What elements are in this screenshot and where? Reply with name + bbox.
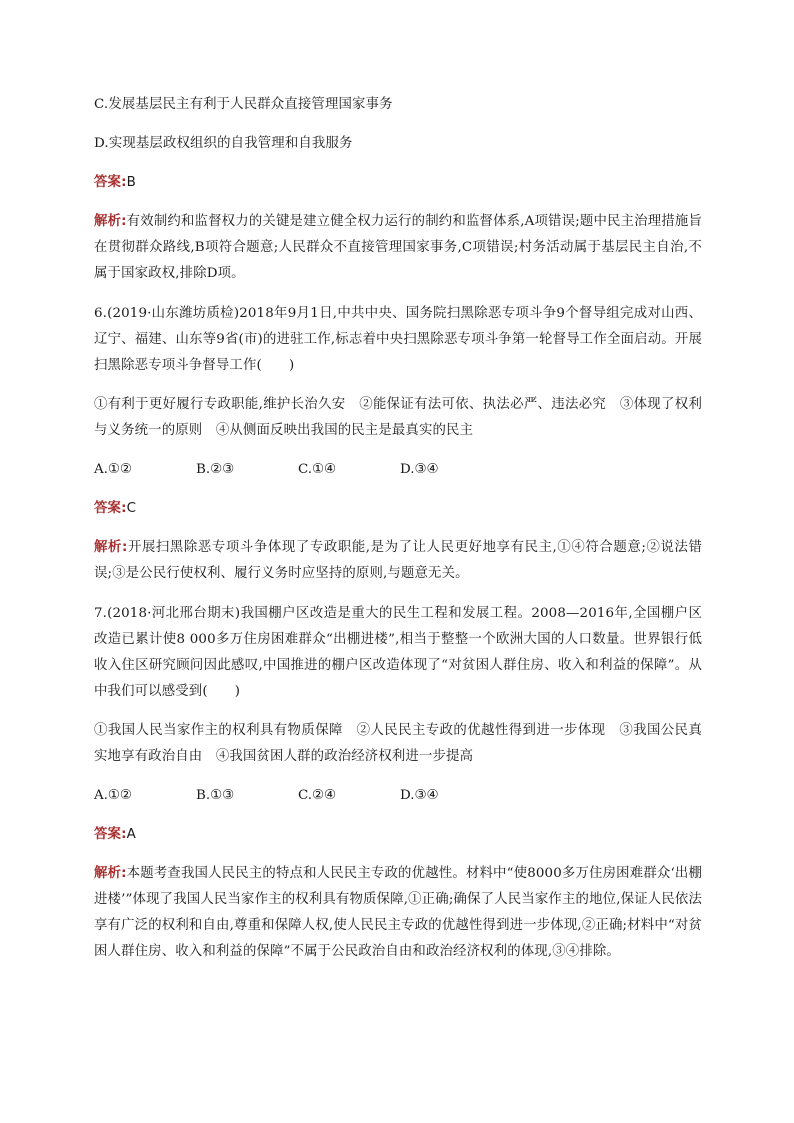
answer-label: 答案: — [94, 501, 127, 516]
q6-analysis — [94, 535, 702, 587]
q7-analysis — [94, 861, 702, 965]
answer-value: A — [126, 827, 136, 842]
option-d: D.③④ — [400, 788, 439, 803]
option-d: D.③④ — [400, 462, 439, 477]
q6-stem: 6.(2019·山东潍坊质检)2018年9月1日,中共中央、国务院扫黑除恶专项斗争9个督导组完成对山西、辽宁、福建、山东等9省(市)的进驻工作,标志着中央扫黑除恶专项斗争第一轮督导工作全面启动。开展扫黑除恶专项斗争督导工作( ) — [94, 306, 702, 373]
q6-answer — [94, 496, 702, 522]
q7-options — [94, 783, 702, 809]
analysis-label: 解析: — [94, 214, 127, 229]
answer-label: 答案: — [94, 827, 127, 842]
option-a: A.①② — [94, 462, 132, 477]
analysis-text: 有效制约和监督权力的关键是建立健全权力运行的制约和监督体系,A项错误;题中民主治理措施旨在贯彻群众路线,B项符合题意;人民群众不直接管理国家事务,C项错误;村务活动属于基层民主自治,不属于国家政权,排除D项。 — [94, 214, 702, 281]
q5-analysis — [94, 209, 702, 287]
analysis-label: 解析: — [94, 540, 128, 555]
option-b: B.②③ — [196, 462, 235, 477]
q7-stem: 7.(2018·河北邢台期末)我国棚户区改造是重大的民生工程和发展工程。2008—2016年,全国棚户区改造已累计使8 000多万住房困难群众“出棚进楼”,相当于整整一个欧洲大国的人口数量。世界银行低收入住区研究顾问因此感叹,中国推进的棚户区改造体现了“对贫困人群住房、收入和利益的保障”。从中我们可以感受到( ) — [94, 606, 702, 699]
answer-value: C — [126, 501, 137, 516]
option-b: B.①③ — [196, 788, 235, 803]
q6-statements: ①有利于更好履行专政职能,维护长治久安 ②能保证有法可依、执法必严、违法必究 ③体现了权利与义务统一的原则 ④从侧面反映出我国的民主是最真实的民主 — [94, 397, 702, 438]
q5-answer — [94, 170, 702, 196]
answer-value: B — [126, 175, 136, 190]
analysis-text: 开展扫黑除恶专项斗争体现了专政职能,是为了让人民更好地享有民主,①④符合题意;②说法错误;③是公民行使权利、履行义务时应坚持的原则,与题意无关。 — [94, 540, 702, 581]
option-c: C.发展基层民主有利于人民群众直接管理国家事务 — [94, 97, 393, 112]
analysis-text: 本题考查我国人民民主的特点和人民民主专政的优越性。材料中“使8000多万住房困难群众‘出棚进楼’”体现了我国人民当家作主的权利具有物质保障,①正确;确保了人民当家作主的地位,保证人民依法享有广泛的权利和自由,尊重和保障人权,使人民民主专政的优越性得到进一步体现,②正确;材料中“对贫困人群住房、收入和利益的保障”不属于公民政治自由和政治经济权利的体现,③④排除。 — [94, 866, 702, 959]
option-d: D.实现基层政权组织的自我管理和自我服务 — [94, 136, 353, 151]
document-page — [94, 92, 702, 965]
option-a: A.①② — [94, 788, 132, 803]
answer-label: 答案: — [94, 175, 127, 190]
analysis-label: 解析: — [94, 866, 127, 881]
option-c: C.①④ — [298, 462, 337, 477]
q6-options — [94, 457, 702, 483]
option-c: C.②④ — [298, 788, 337, 803]
q7-statements: ①我国人民当家作主的权利具有物质保障 ②人民民主专政的优越性得到进一步体现 ③我国公民真实地享有政治自由 ④我国贫困人群的政治经济权利进一步提高 — [94, 723, 702, 764]
q7-answer — [94, 822, 702, 848]
